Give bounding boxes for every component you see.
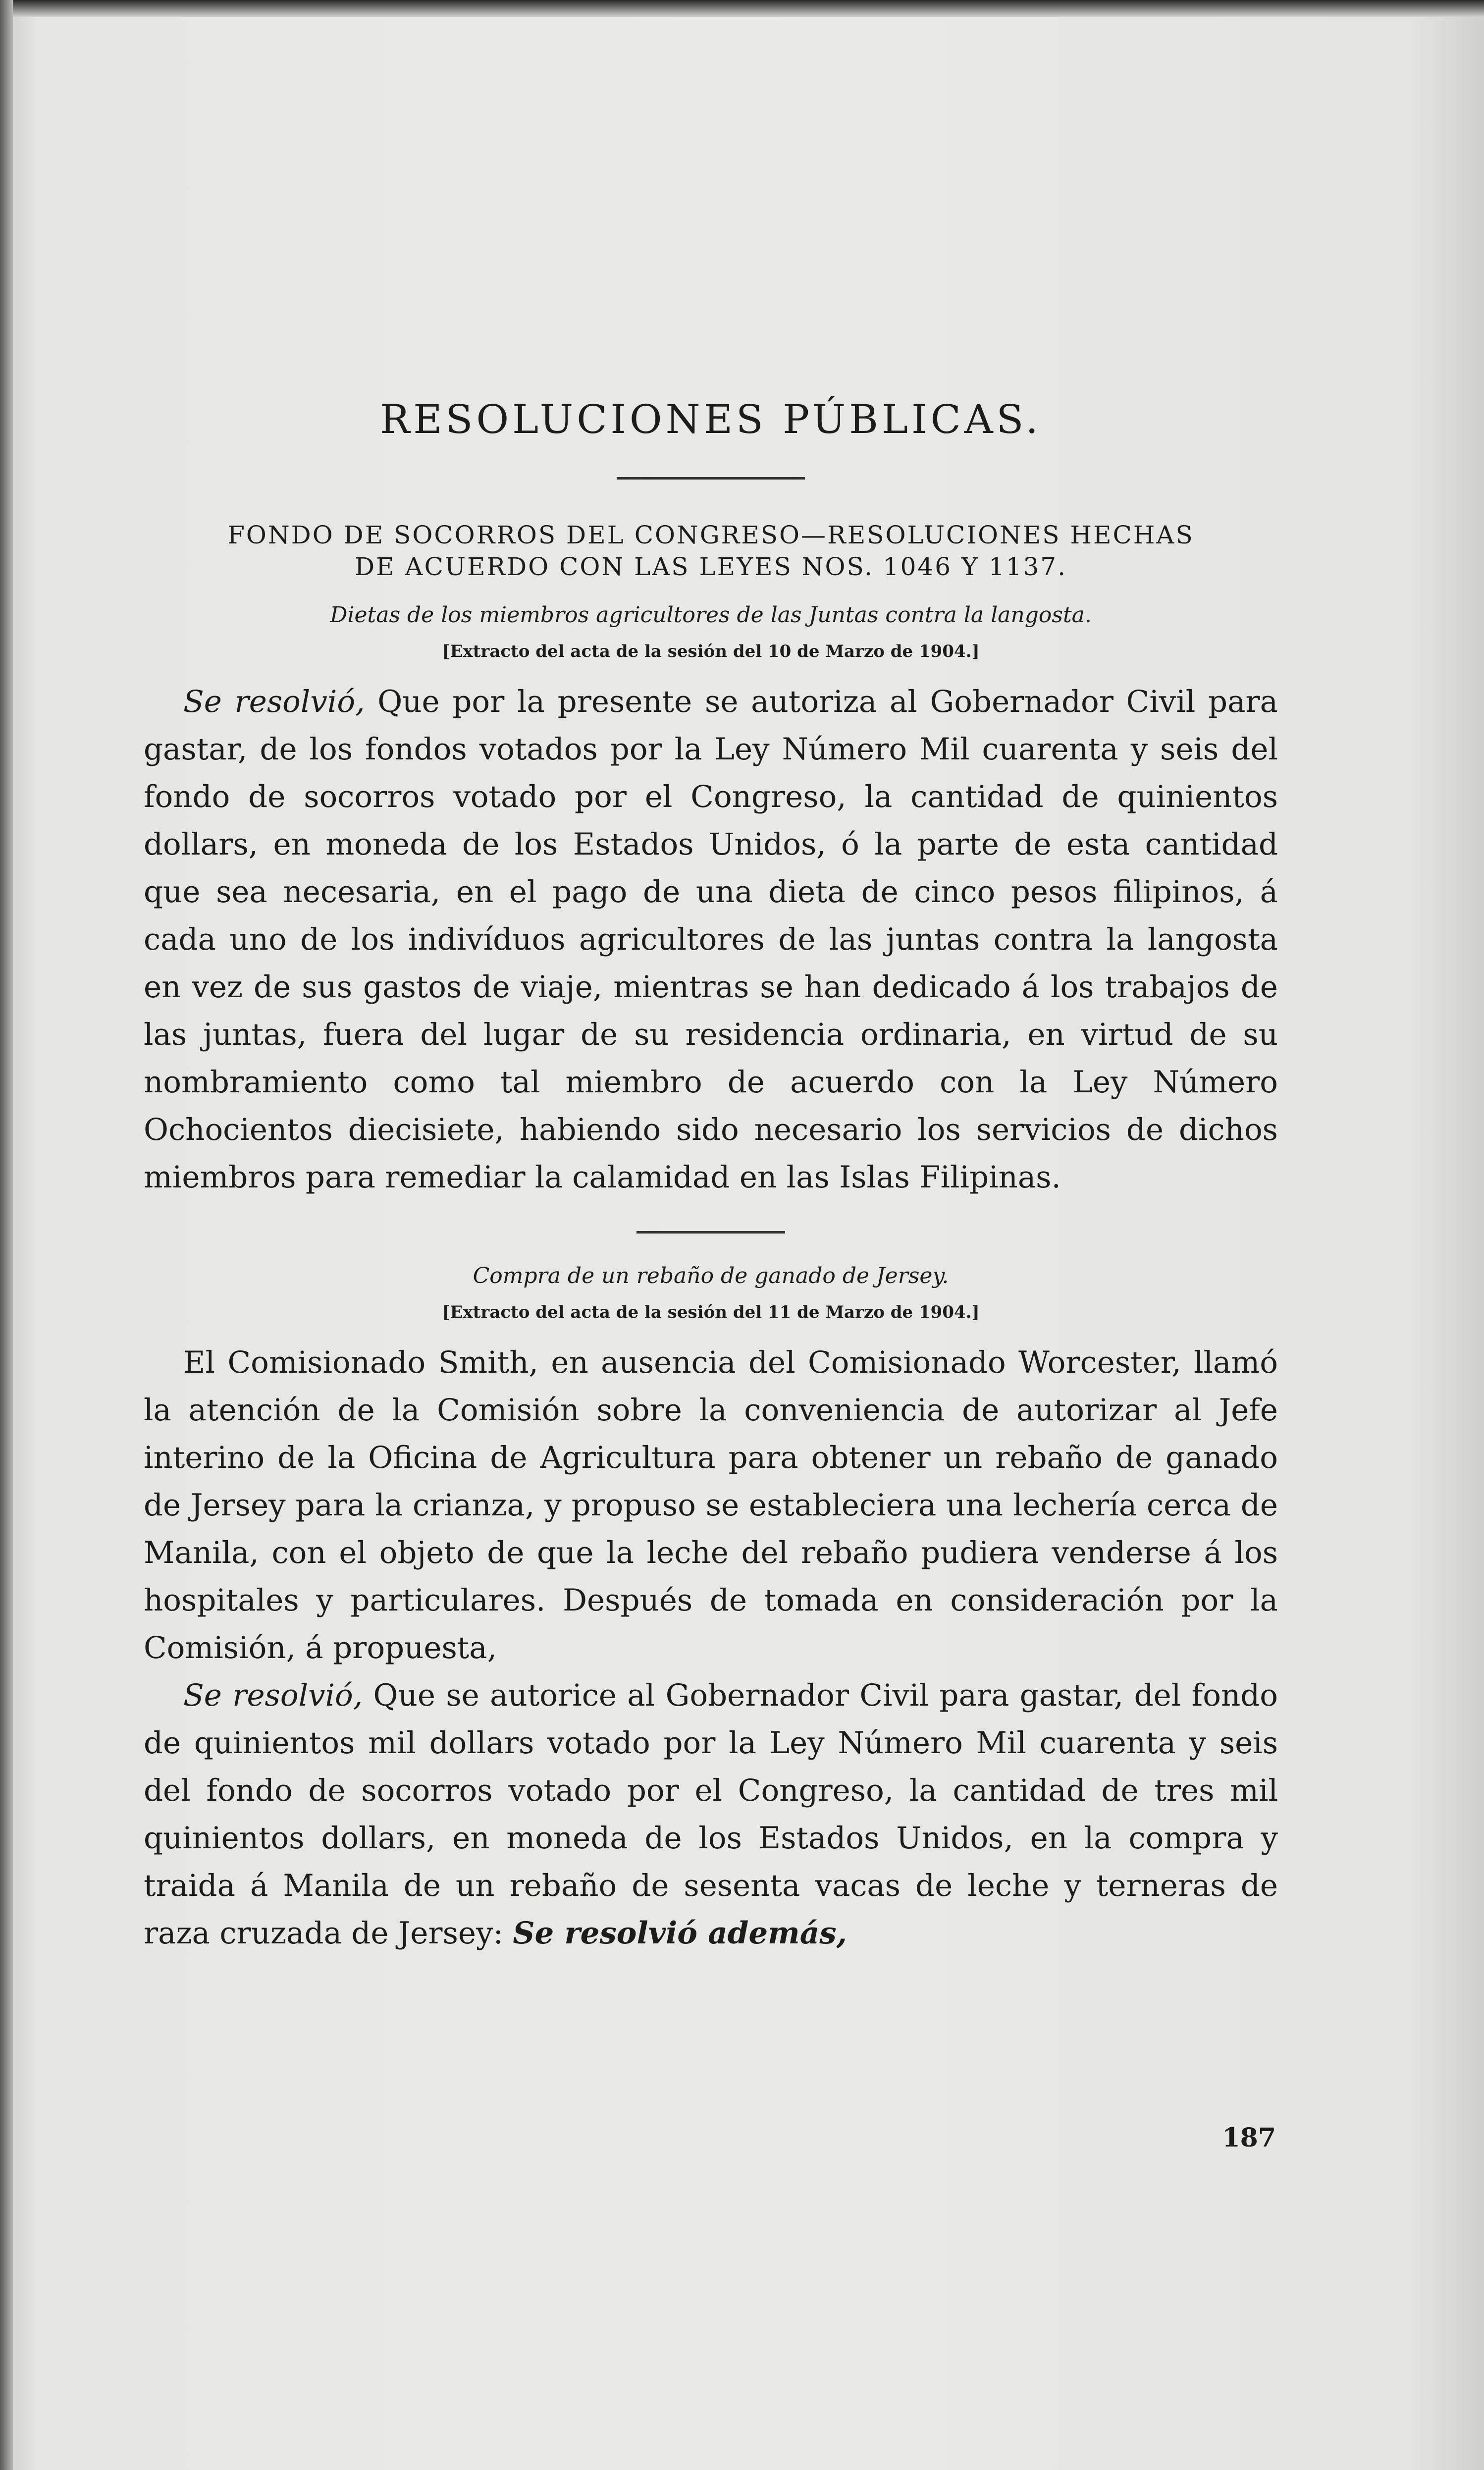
section1-heading <box>144 519 1278 583</box>
section1-extract: [Extracto del acta de la sesión del 10 de Marzo de 1904.] <box>442 642 980 661</box>
section1-subheading: Dietas de los miembros agricultores de las Juntas contra la langosta. <box>330 602 1092 628</box>
section1-resolvio: Se resolvió, <box>183 684 365 719</box>
section2-resolvio: Se resolvió, <box>183 1678 363 1713</box>
section2-paragraph1: El Comisionado Smith, en ausencia del Comisionado Worcester, llamó la atención de la Comisión sobre la conveniencia de autorizar al Jefe interino de la Oficina de Agricultura para obtener un rebaño de ganado de Jersey para la crianza, y propuso se estableciera una lechería cerca de Manila, con el objeto de que la leche del rebaño pudiera venderse á los hospitales y particulares. Después de tomada en consideración por la Comisión, á propuesta, <box>144 1345 1278 1665</box>
page-title: RESOLUCIONES PÚBLICAS. <box>380 396 1042 442</box>
section2-extract: [Extracto del acta de la sesión del 11 de Marzo de 1904.] <box>442 1302 980 1322</box>
section1-paragraph <box>144 678 1278 1201</box>
section2-paragraph2 <box>144 1672 1278 1957</box>
section1-body: Que por la presente se autoriza al Gobernador Civil para gastar, de los fondos votados por la Ley Número Mil cuarenta y seis del fondo de socorros votado por el Congreso, la cantidad de quinientos dollars, en moneda de los Estados Unidos, ó la parte de esta cantidad que sea necesaria, en el pago de una dieta de cinco pesos filipinos, á cada uno de los indivíduos agricultores de las juntas contra la langosta en vez de sus gastos de viaje, mientras se han dedicado á los trabajos de las juntas, fuera del lugar de su residencia ordinaria, en virtud de su nombramiento como tal miembro de acuerdo con la Ley Número Ochocientos diecisiete, habiendo sido necesario los servicios de dichos miembros para remediar la calamidad en las Islas Filipinas. <box>144 684 1278 1195</box>
section2-paragraph2-body: Que se autorice al Gobernador Civil para gastar, del fondo de quinientos mil dollars votado por la Ley Número Mil cuarenta y seis del fondo de socorros votado por el Congreso, la cantidad de tres mil quinientos dollars, en moneda de los Estados Unidos, en la compra y traida á Manila de un rebaño de sesenta vacas de leche y terneras de raza cruzada de Jersey: <box>144 1678 1278 1951</box>
section1-heading-line1: FONDO DE SOCORROS DEL CONGRESO—RESOLUCIONES HECHAS <box>227 521 1194 549</box>
section1-heading-line2: DE ACUERDO CON LAS LEYES NOS. 1046 Y 1137. <box>355 552 1067 581</box>
scan-top-edge <box>0 0 1484 17</box>
title-divider <box>617 477 805 480</box>
scan-left-edge <box>0 0 13 2470</box>
section-divider <box>636 1231 785 1234</box>
section2-subheading: Compra de un rebaño de ganado de Jersey. <box>473 1263 949 1289</box>
page-number: 187 <box>1222 2123 1276 2153</box>
page-content <box>144 396 1278 1957</box>
section2-resolvio-ademas: Se resolvió además, <box>513 1916 847 1951</box>
